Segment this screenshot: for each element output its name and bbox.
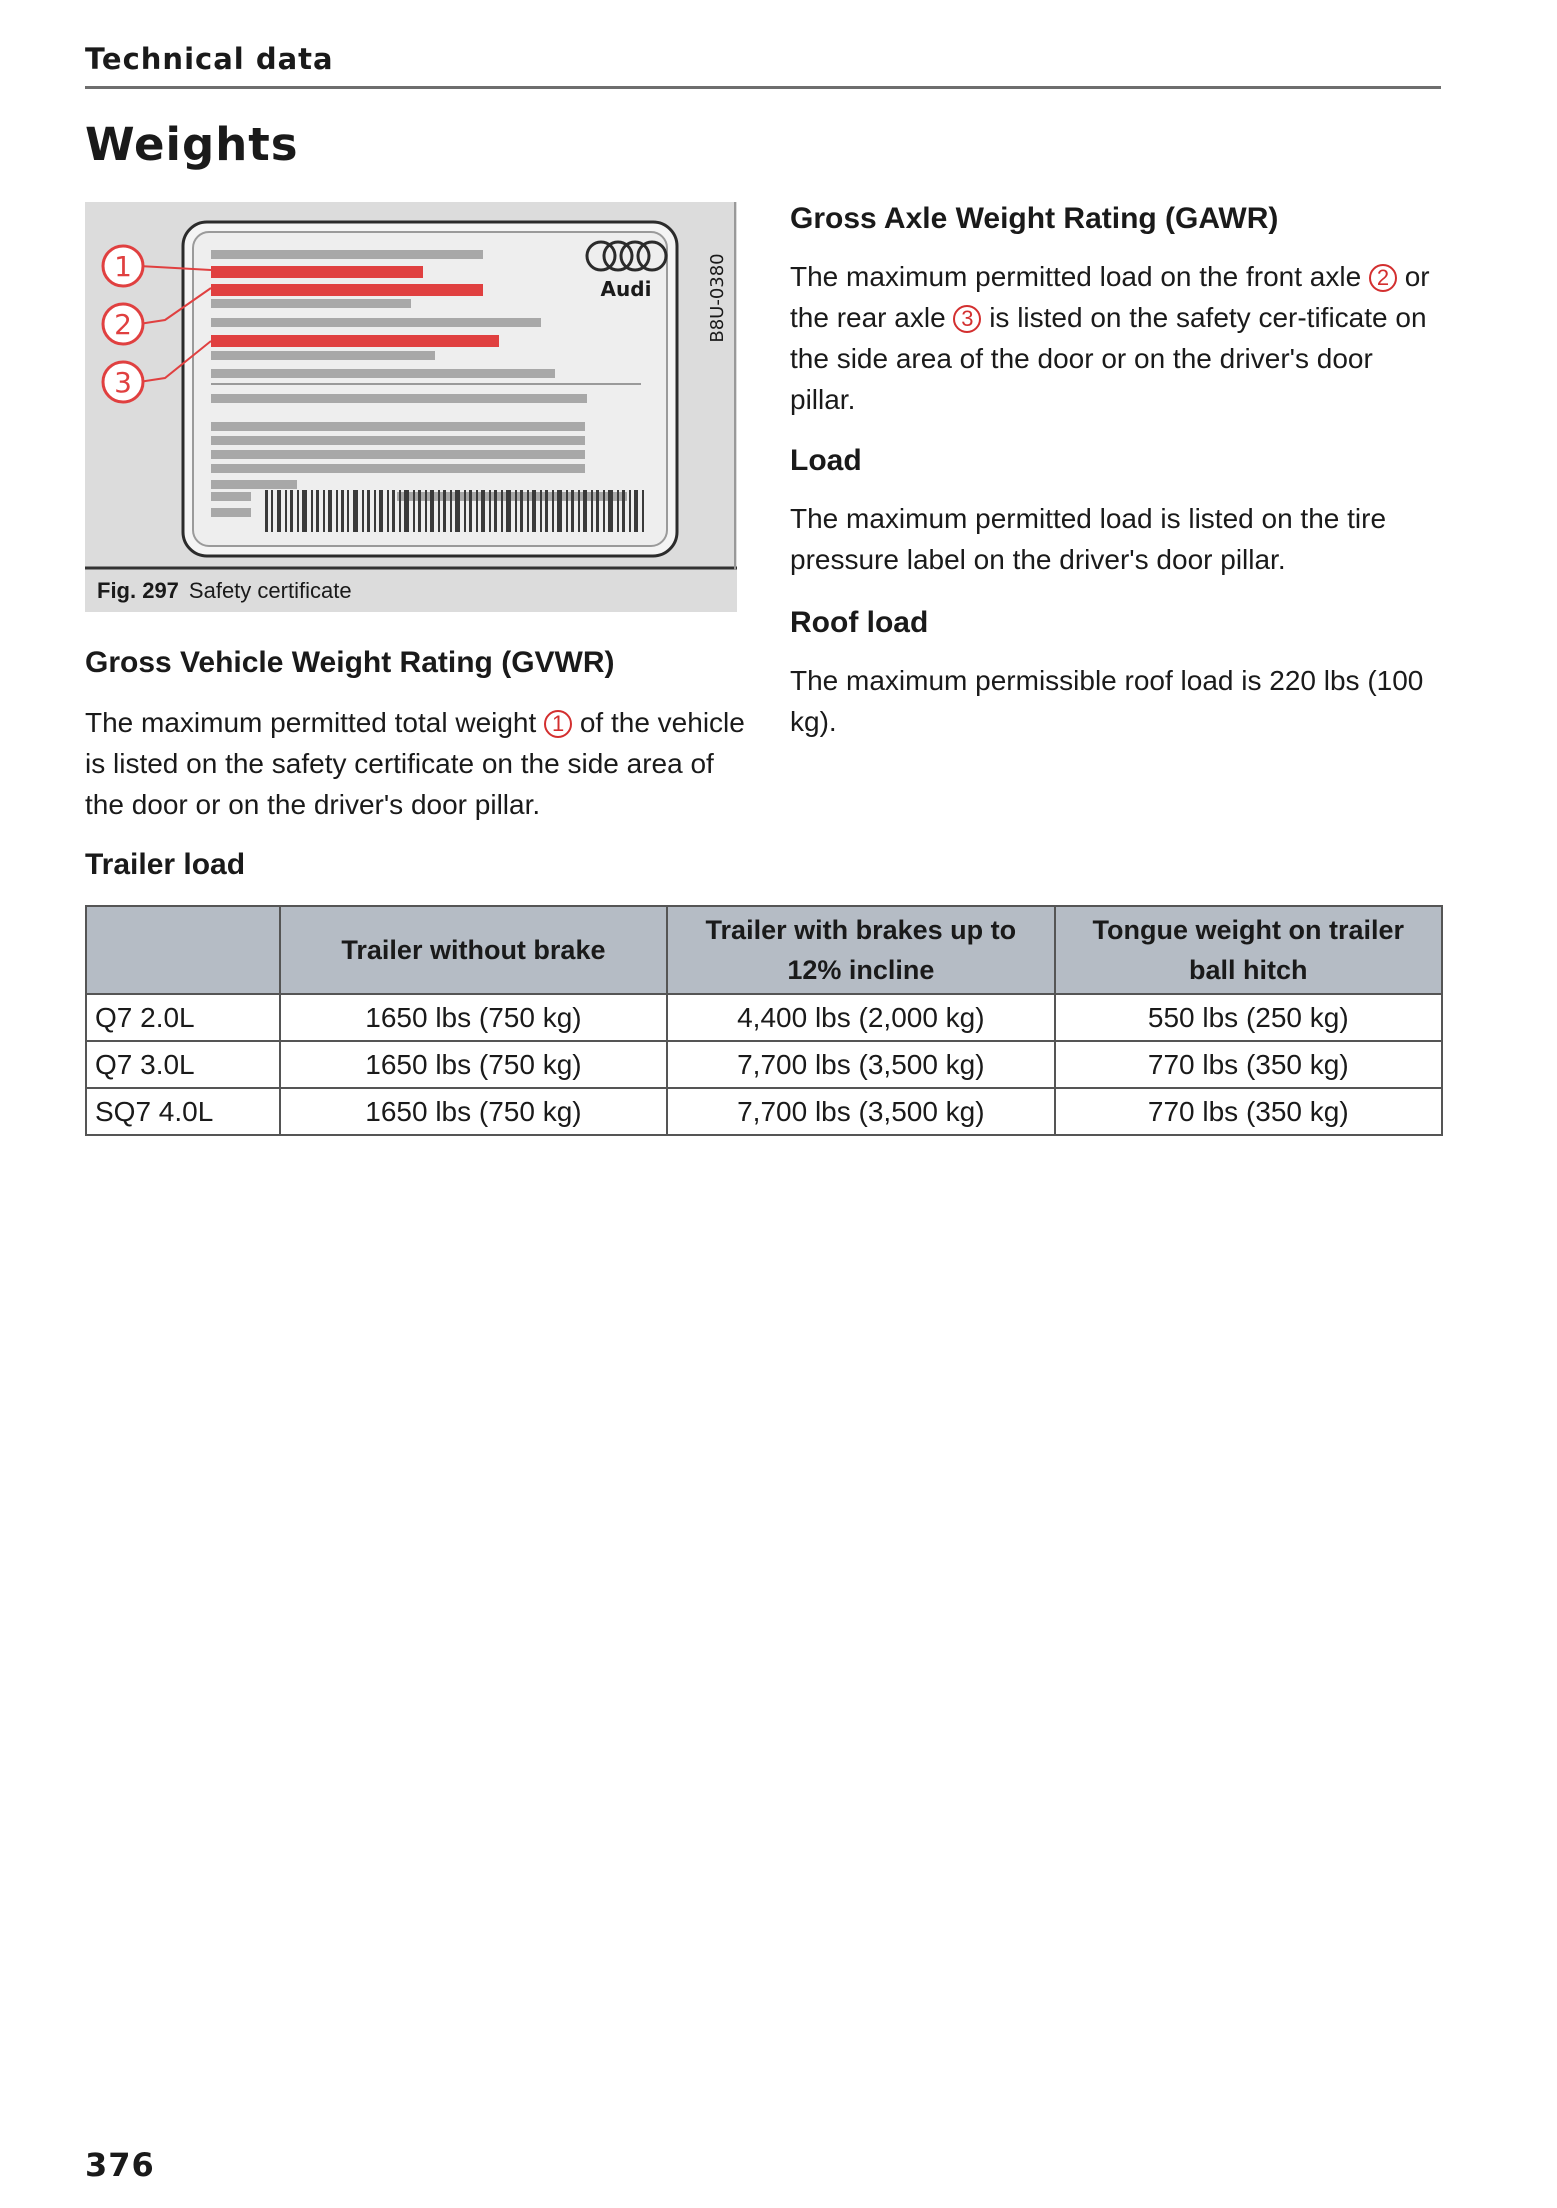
table-cell: 1650 lbs (750 kg) — [280, 1088, 667, 1135]
gvwr-text — [85, 702, 745, 825]
callout-2-label: 2 — [114, 308, 132, 341]
callout-2 — [103, 304, 143, 344]
gvwr-heading: Gross Vehicle Weight Rating (GVWR) — [85, 646, 615, 679]
load-heading: Load — [790, 444, 862, 477]
column-header — [86, 906, 280, 994]
table-cell: 7,700 lbs (3,500 kg) — [667, 1041, 1054, 1088]
gawr-text-part: or the rear axle — [790, 261, 1430, 333]
table-row — [86, 994, 1442, 1041]
trailer-load-heading: Trailer load — [85, 848, 246, 881]
column-header: Trailer with brakes up to 12% incline — [667, 906, 1054, 994]
figure-code: B8U-0380 — [707, 253, 728, 343]
gawr-text — [790, 256, 1440, 420]
section-title: Technical data — [85, 42, 334, 76]
table-cell: 770 lbs (350 kg) — [1055, 1088, 1442, 1135]
callout-3-label: 3 — [114, 366, 132, 399]
roof-load-heading: Roof load — [790, 606, 929, 639]
column-header: Tongue weight on trailer ball hitch — [1055, 906, 1442, 994]
page-title: Weights — [85, 118, 299, 171]
brand-wordmark: Audi — [600, 277, 652, 301]
gvwr-text-part: The maximum permitted total weight — [85, 707, 545, 738]
running-header — [85, 42, 1441, 89]
figure-caption-text: Safety certificate — [188, 578, 352, 603]
table-cell: Q7 2.0L — [86, 994, 280, 1041]
callout-3 — [103, 362, 143, 402]
callout-2-inline: 2 — [1369, 264, 1397, 292]
figure-safety-certificate — [85, 202, 737, 612]
table-cell: 4,400 lbs (2,000 kg) — [667, 994, 1054, 1041]
gawr-text-part: The maximum permitted load on the front axle — [790, 261, 1369, 292]
front-axle-highlight — [211, 284, 483, 296]
rear-axle-highlight — [211, 335, 499, 347]
callout-1 — [103, 246, 143, 286]
load-text: The maximum permitted load is listed on the tire pressure label on the driver's door pillar. — [790, 503, 1387, 575]
table-cell: 550 lbs (250 kg) — [1055, 994, 1442, 1041]
gawr-text-part: is listed on the safety cer-tificate on the side area of the door or on the driver's door pillar. — [790, 302, 1427, 415]
table-cell: 1650 lbs (750 kg) — [280, 994, 667, 1041]
column-header: Trailer without brake — [280, 906, 667, 994]
figure-caption — [97, 578, 352, 604]
table-cell: 7,700 lbs (3,500 kg) — [667, 1088, 1054, 1135]
callout-3-inline: 3 — [953, 305, 981, 333]
gawr-heading: Gross Axle Weight Rating (GAWR) — [790, 202, 1279, 235]
gvwr-text-part: of the vehicle is listed on the safety certificate on the side area of the door or on the driver's door pillar. — [85, 707, 745, 820]
callout-1-label: 1 — [114, 250, 132, 283]
trailer-load-table — [85, 905, 1443, 1136]
gvwr-highlight — [211, 266, 423, 278]
safety-certificate-illustration — [85, 202, 737, 570]
figure-number: Fig. 297 — [97, 578, 179, 603]
table-row — [86, 1041, 1442, 1088]
roof-load-text: The maximum permissible roof load is 220 lbs (100 kg). — [790, 665, 1424, 737]
table-cell: Q7 3.0L — [86, 1041, 280, 1088]
page-number: 376 — [85, 2146, 155, 2184]
table-row — [86, 1088, 1442, 1135]
callout-1-inline: 1 — [544, 710, 572, 738]
table-cell: SQ7 4.0L — [86, 1088, 280, 1135]
table-cell: 770 lbs (350 kg) — [1055, 1041, 1442, 1088]
table-header-row — [86, 906, 1442, 994]
table-cell: 1650 lbs (750 kg) — [280, 1041, 667, 1088]
